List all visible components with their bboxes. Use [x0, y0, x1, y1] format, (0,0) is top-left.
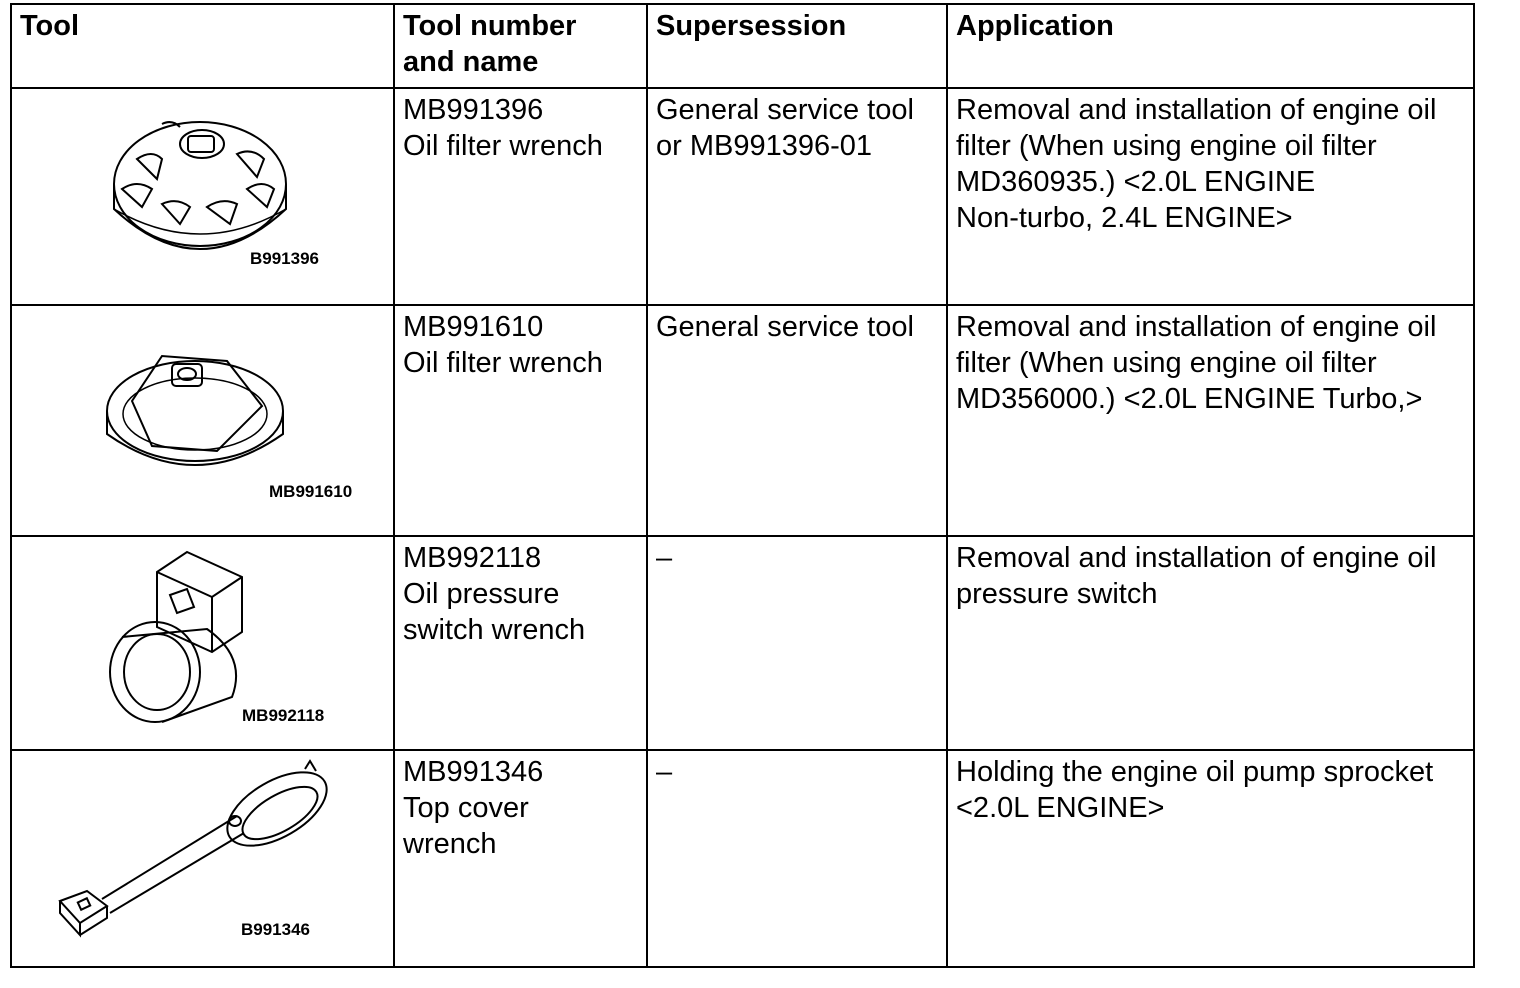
tool-number-cell [394, 88, 647, 305]
application-text: Holding the engine oil pump sprocket [956, 756, 1434, 788]
tool-name: switch wrench [403, 614, 586, 646]
oil-pressure-switch-wrench-icon [12, 537, 395, 751]
oil-filter-wrench-strap-icon [12, 306, 395, 537]
supersession-cell [647, 536, 947, 750]
tool-image-cell [11, 536, 394, 750]
supersession-cell [647, 750, 947, 967]
tool-caption: MB991610 [269, 482, 353, 501]
special-tools-table [10, 3, 1475, 968]
application-text: Non-turbo, 2.4L ENGINE> [956, 202, 1293, 234]
tool-number: MB992118 [403, 542, 542, 574]
application-text: pressure switch [956, 578, 1158, 610]
application-text: Removal and installation of engine oil [956, 94, 1437, 126]
supersession-text: or MB991396-01 [656, 130, 873, 162]
oil-filter-wrench-cup-icon [12, 89, 395, 306]
table-row [11, 750, 1474, 967]
tool-caption: MB992118 [242, 706, 325, 725]
tool-image-cell [11, 750, 394, 967]
application-text: MD360935.) <2.0L ENGINE [956, 166, 1316, 198]
application-text: <2.0L ENGINE> [956, 792, 1165, 824]
tool-name: Top cover [403, 792, 529, 824]
table-row [11, 536, 1474, 750]
application-text: filter (When using engine oil filter [956, 130, 1377, 162]
supersession-text: General service tool [656, 311, 914, 343]
tool-name: Oil filter wrench [403, 347, 603, 379]
table-row [11, 88, 1474, 305]
header-row [11, 4, 1474, 88]
application-cell [947, 305, 1474, 536]
tool-caption: B991346 [241, 920, 311, 939]
application-cell [947, 88, 1474, 305]
tool-number: MB991610 [403, 311, 544, 343]
supersession-cell [647, 305, 947, 536]
top-cover-wrench-icon [12, 751, 395, 968]
header-tool: Tool [11, 4, 394, 88]
application-text: MD356000.) <2.0L ENGINE Turbo,> [956, 383, 1423, 415]
tool-number-cell [394, 536, 647, 750]
application-text: Removal and installation of engine oil [956, 542, 1437, 574]
application-text: Removal and installation of engine oil [956, 311, 1437, 343]
supersession-text: – [656, 756, 673, 788]
header-tool-number-name: Tool number and name [394, 4, 647, 88]
application-cell [947, 750, 1474, 967]
tool-number: MB991346 [403, 756, 544, 788]
tool-number: MB991396 [403, 94, 544, 126]
supersession-cell [647, 88, 947, 305]
tool-number-cell [394, 305, 647, 536]
tool-name: wrench [403, 828, 497, 860]
supersession-text: General service tool [656, 94, 914, 126]
application-cell [947, 536, 1474, 750]
supersession-text: – [656, 542, 673, 574]
tool-image-cell [11, 88, 394, 305]
table-row [11, 305, 1474, 536]
header-application: Application [947, 4, 1474, 88]
tool-caption: B991396 [250, 249, 320, 268]
tool-name: Oil pressure [403, 578, 560, 610]
tool-image-cell [11, 305, 394, 536]
tool-name: Oil filter wrench [403, 130, 603, 162]
application-text: filter (When using engine oil filter [956, 347, 1377, 379]
tool-number-cell [394, 750, 647, 967]
header-supersession: Supersession [647, 4, 947, 88]
